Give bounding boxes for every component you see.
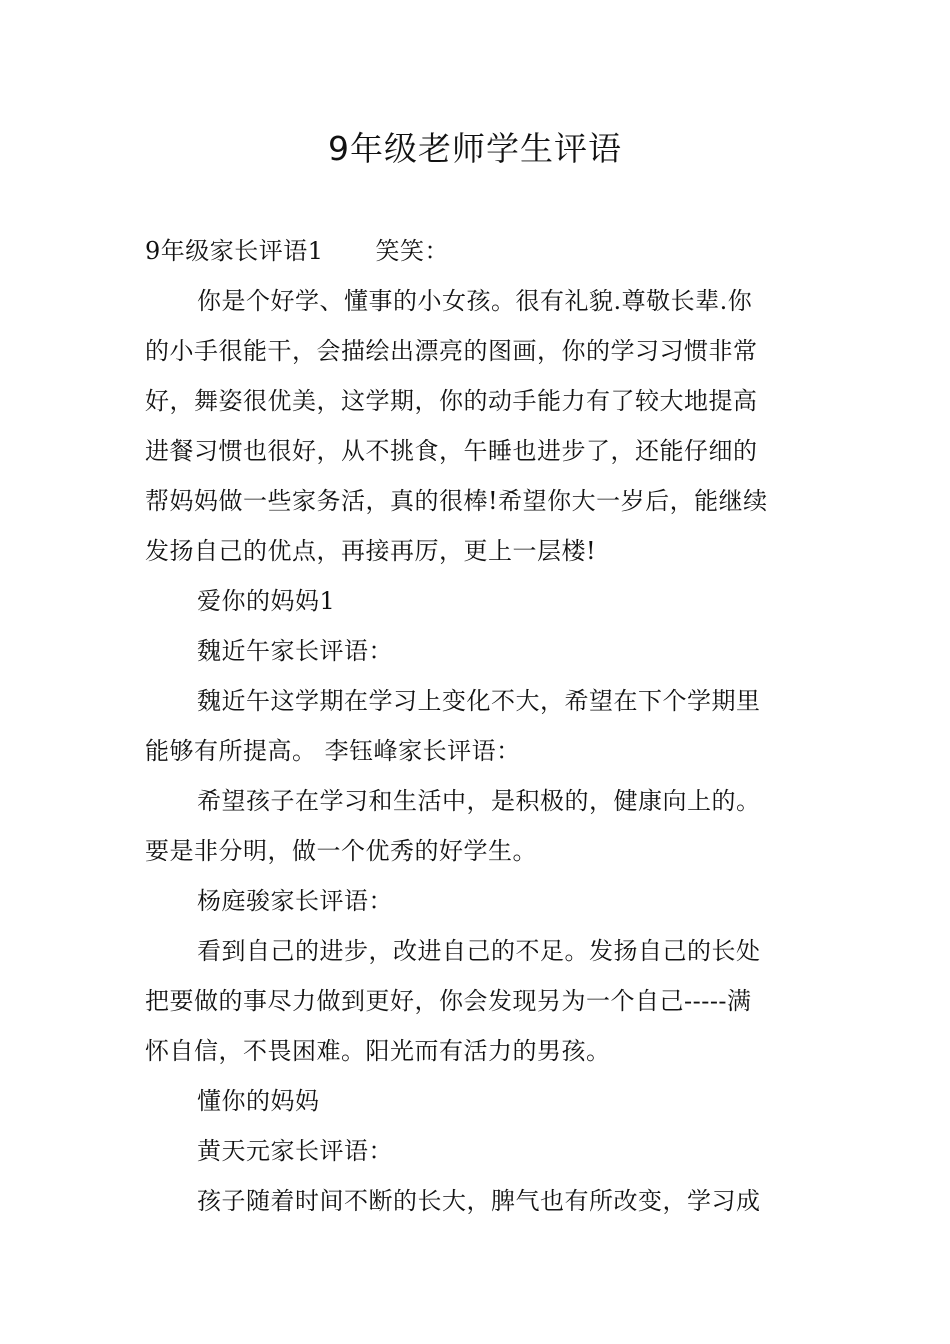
paragraph-line: 发扬自己的优点，再接再厉，更上一层楼! bbox=[145, 537, 597, 565]
paragraph-line: 怀自信，不畏困难。阳光而有活力的男孩。 bbox=[145, 1037, 611, 1065]
comment-heading: 黄天元家长评语： bbox=[197, 1137, 393, 1165]
comment-heading: 杨庭骏家长评语： bbox=[197, 887, 393, 915]
section-heading-line bbox=[145, 226, 813, 276]
comment-heading: 魏近午家长评语： bbox=[197, 637, 393, 665]
signature-line: 懂你的妈妈 bbox=[197, 1087, 320, 1115]
paragraph-line: 你是个好学、懂事的小女孩。很有礼貌.尊敬长辈.你 bbox=[197, 287, 753, 315]
addressee: 笑笑： bbox=[375, 237, 450, 265]
document-body bbox=[145, 226, 813, 1226]
paragraph-line: 要是非分明，做一个优秀的好学生。 bbox=[145, 837, 537, 865]
paragraph-line: 孩子随着时间不断的长大，脾气也有所改变，学习成 bbox=[197, 1187, 761, 1215]
paragraph-line: 的小手很能干，会描绘出漂亮的图画，你的学习习惯非常 bbox=[145, 337, 758, 365]
paragraph-line: 看到自己的进步，改进自己的不足。发扬自己的长处 bbox=[197, 937, 761, 965]
paragraph-line: 把要做的事尽力做到更好，你会发现另为一个自己-----满 bbox=[145, 987, 752, 1015]
paragraph-line: 帮妈妈做一些家务活，真的很棒!希望你大一岁后，能继续 bbox=[145, 487, 768, 515]
paragraph-line: 能够有所提高。 李钰峰家长评语： bbox=[145, 737, 521, 765]
section-heading: 9年级家长评语1 bbox=[145, 237, 324, 265]
paragraph-line: 希望孩子在学习和生活中，是积极的，健康向上的。 bbox=[197, 787, 761, 815]
document-title: 9年级老师学生评语 bbox=[328, 129, 622, 168]
paragraph-line: 进餐习惯也很好，从不挑食，午睡也进步了，还能仔细的 bbox=[145, 437, 758, 465]
signature-line: 爱你的妈妈1 bbox=[197, 587, 336, 615]
paragraph-line: 好，舞姿很优美，这学期，你的动手能力有了较大地提高 bbox=[145, 387, 758, 415]
paragraph-line: 魏近午这学期在学习上变化不大，希望在下个学期里 bbox=[197, 687, 761, 715]
